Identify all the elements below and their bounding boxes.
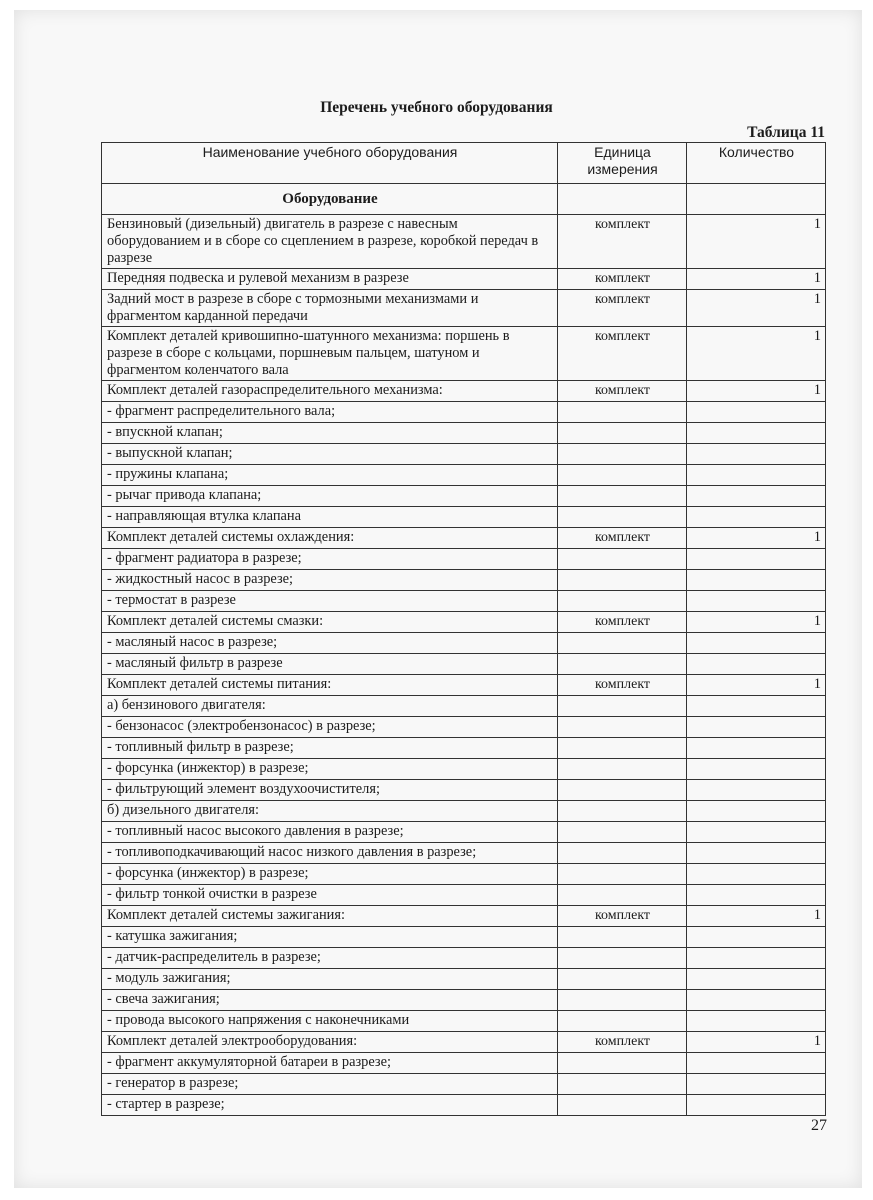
item-qty-cell bbox=[687, 465, 826, 486]
item-qty-cell bbox=[687, 990, 826, 1011]
header-qty: Количество bbox=[687, 143, 826, 184]
table-row bbox=[102, 927, 826, 948]
table-row bbox=[102, 549, 826, 570]
item-name-cell: Передняя подвеска и рулевой механизм в разрезе bbox=[102, 269, 558, 290]
item-unit-cell bbox=[558, 759, 687, 780]
item-unit-cell: комплект bbox=[558, 290, 687, 327]
item-name-cell: Бензиновый (дизельный) двигатель в разрезе с навесным оборудованием и в сборе со сцеплением в разрезе, коробкой передач в разрезе bbox=[102, 215, 558, 269]
table-row bbox=[102, 1053, 826, 1074]
table-row bbox=[102, 822, 826, 843]
item-qty-cell bbox=[687, 570, 826, 591]
item-qty-cell bbox=[687, 444, 826, 465]
item-name-cell: - свеча зажигания; bbox=[102, 990, 558, 1011]
item-name-cell: Комплект деталей системы охлаждения: bbox=[102, 528, 558, 549]
table-row bbox=[102, 423, 826, 444]
table-row bbox=[102, 843, 826, 864]
item-qty-cell bbox=[687, 1011, 826, 1032]
item-name-cell: - модуль зажигания; bbox=[102, 969, 558, 990]
table-row bbox=[102, 696, 826, 717]
item-name-cell: - масляный фильтр в разрезе bbox=[102, 654, 558, 675]
table-row bbox=[102, 990, 826, 1011]
item-unit-cell bbox=[558, 423, 687, 444]
item-unit-cell bbox=[558, 969, 687, 990]
page-number: 27 bbox=[811, 1117, 827, 1134]
section-qty-cell bbox=[687, 184, 826, 215]
table-row bbox=[102, 570, 826, 591]
item-qty-cell bbox=[687, 1095, 826, 1116]
item-unit-cell bbox=[558, 444, 687, 465]
item-qty-cell bbox=[687, 591, 826, 612]
section-row bbox=[102, 184, 826, 215]
item-qty-cell: 1 bbox=[687, 327, 826, 381]
item-qty-cell bbox=[687, 633, 826, 654]
item-qty-cell: 1 bbox=[687, 528, 826, 549]
item-name-cell: - стартер в разрезе; bbox=[102, 1095, 558, 1116]
item-unit-cell bbox=[558, 1074, 687, 1095]
item-name-cell: - рычаг привода клапана; bbox=[102, 486, 558, 507]
item-name-cell: - фрагмент распределительного вала; bbox=[102, 402, 558, 423]
item-qty-cell: 1 bbox=[687, 215, 826, 269]
table-row bbox=[102, 612, 826, 633]
item-name-cell: Комплект деталей газораспределительного механизма: bbox=[102, 381, 558, 402]
item-name-cell: - форсунка (инжектор) в разрезе; bbox=[102, 864, 558, 885]
item-unit-cell bbox=[558, 1053, 687, 1074]
table-row bbox=[102, 269, 826, 290]
item-qty-cell bbox=[687, 1074, 826, 1095]
table-row bbox=[102, 906, 826, 927]
item-unit-cell bbox=[558, 486, 687, 507]
item-qty-cell bbox=[687, 885, 826, 906]
item-unit-cell: комплект bbox=[558, 612, 687, 633]
table-label: Таблица 11 bbox=[747, 124, 825, 141]
item-name-cell: - фильтрующий элемент воздухоочистителя; bbox=[102, 780, 558, 801]
item-unit-cell bbox=[558, 780, 687, 801]
item-name-cell: - впускной клапан; bbox=[102, 423, 558, 444]
table-row bbox=[102, 402, 826, 423]
table-row bbox=[102, 969, 826, 990]
item-unit-cell: комплект bbox=[558, 1032, 687, 1053]
item-qty-cell bbox=[687, 402, 826, 423]
item-name-cell: б) дизельного двигателя: bbox=[102, 801, 558, 822]
item-unit-cell bbox=[558, 1095, 687, 1116]
table-row bbox=[102, 948, 826, 969]
item-unit-cell: комплект bbox=[558, 327, 687, 381]
item-unit-cell bbox=[558, 822, 687, 843]
section-unit-cell bbox=[558, 184, 687, 215]
item-name-cell: - направляющая втулка клапана bbox=[102, 507, 558, 528]
table-row bbox=[102, 654, 826, 675]
table-row bbox=[102, 1095, 826, 1116]
item-name-cell: - термостат в разрезе bbox=[102, 591, 558, 612]
item-unit-cell bbox=[558, 717, 687, 738]
table-row bbox=[102, 717, 826, 738]
item-name-cell: - датчик-распределитель в разрезе; bbox=[102, 948, 558, 969]
item-qty-cell bbox=[687, 423, 826, 444]
section-title: Оборудование bbox=[102, 184, 558, 215]
item-unit-cell bbox=[558, 927, 687, 948]
table-row bbox=[102, 591, 826, 612]
table-row bbox=[102, 1032, 826, 1053]
item-qty-cell bbox=[687, 948, 826, 969]
table-row bbox=[102, 633, 826, 654]
table-row bbox=[102, 1011, 826, 1032]
table-row bbox=[102, 444, 826, 465]
table-row bbox=[102, 1074, 826, 1095]
item-name-cell: - катушка зажигания; bbox=[102, 927, 558, 948]
item-unit-cell bbox=[558, 570, 687, 591]
item-name-cell: - масляный насос в разрезе; bbox=[102, 633, 558, 654]
header-name: Наименование учебного оборудования bbox=[102, 143, 558, 184]
item-unit-cell bbox=[558, 465, 687, 486]
item-qty-cell bbox=[687, 696, 826, 717]
item-qty-cell bbox=[687, 843, 826, 864]
item-unit-cell bbox=[558, 1011, 687, 1032]
item-name-cell: Комплект деталей кривошипно-шатунного механизма: поршень в разрезе в сборе с кольцами, поршневым пальцем, шатуном и фрагментом коленчатого вала bbox=[102, 327, 558, 381]
item-qty-cell bbox=[687, 549, 826, 570]
item-name-cell: - фрагмент радиатора в разрезе; bbox=[102, 549, 558, 570]
item-unit-cell: комплект bbox=[558, 269, 687, 290]
item-qty-cell bbox=[687, 969, 826, 990]
item-name-cell: - пружины клапана; bbox=[102, 465, 558, 486]
item-name-cell: Комплект деталей системы смазки: bbox=[102, 612, 558, 633]
item-unit-cell: комплект bbox=[558, 381, 687, 402]
item-qty-cell bbox=[687, 927, 826, 948]
item-name-cell: Комплект деталей системы зажигания: bbox=[102, 906, 558, 927]
table-row bbox=[102, 381, 826, 402]
item-qty-cell bbox=[687, 717, 826, 738]
item-qty-cell bbox=[687, 864, 826, 885]
item-unit-cell bbox=[558, 696, 687, 717]
item-qty-cell bbox=[687, 822, 826, 843]
table-row bbox=[102, 486, 826, 507]
header-unit: Единица измерения bbox=[558, 143, 687, 184]
item-unit-cell bbox=[558, 633, 687, 654]
item-unit-cell: комплект bbox=[558, 215, 687, 269]
item-name-cell: Задний мост в разрезе в сборе с тормозными механизмами и фрагментом карданной передачи bbox=[102, 290, 558, 327]
table-row bbox=[102, 507, 826, 528]
item-unit-cell bbox=[558, 738, 687, 759]
item-unit-cell: комплект bbox=[558, 906, 687, 927]
item-qty-cell bbox=[687, 654, 826, 675]
item-unit-cell bbox=[558, 591, 687, 612]
item-name-cell: Комплект деталей системы питания: bbox=[102, 675, 558, 696]
item-name-cell: - форсунка (инжектор) в разрезе; bbox=[102, 759, 558, 780]
item-unit-cell: комплект bbox=[558, 528, 687, 549]
item-qty-cell: 1 bbox=[687, 381, 826, 402]
page-title: Перечень учебного оборудования bbox=[320, 99, 553, 116]
item-unit-cell bbox=[558, 990, 687, 1011]
item-unit-cell bbox=[558, 549, 687, 570]
item-name-cell: - фильтр тонкой очистки в разрезе bbox=[102, 885, 558, 906]
item-unit-cell bbox=[558, 885, 687, 906]
table-row bbox=[102, 885, 826, 906]
item-qty-cell bbox=[687, 486, 826, 507]
item-name-cell: - бензонасос (электробензонасос) в разрезе; bbox=[102, 717, 558, 738]
item-name-cell: - топливный насос высокого давления в разрезе; bbox=[102, 822, 558, 843]
item-name-cell: - выпускной клапан; bbox=[102, 444, 558, 465]
item-qty-cell bbox=[687, 780, 826, 801]
item-qty-cell: 1 bbox=[687, 1032, 826, 1053]
table-row bbox=[102, 759, 826, 780]
item-name-cell: - фрагмент аккумуляторной батареи в разрезе; bbox=[102, 1053, 558, 1074]
table-row bbox=[102, 675, 826, 696]
item-name-cell: - жидкостный насос в разрезе; bbox=[102, 570, 558, 591]
item-qty-cell bbox=[687, 801, 826, 822]
item-name-cell: - генератор в разрезе; bbox=[102, 1074, 558, 1095]
table-row bbox=[102, 465, 826, 486]
item-unit-cell bbox=[558, 402, 687, 423]
item-qty-cell: 1 bbox=[687, 906, 826, 927]
table-row bbox=[102, 738, 826, 759]
equipment-table bbox=[101, 142, 826, 1116]
item-unit-cell bbox=[558, 507, 687, 528]
item-unit-cell bbox=[558, 654, 687, 675]
item-name-cell: - топливоподкачивающий насос низкого давления в разрезе; bbox=[102, 843, 558, 864]
table-row bbox=[102, 801, 826, 822]
item-qty-cell bbox=[687, 1053, 826, 1074]
item-unit-cell bbox=[558, 948, 687, 969]
item-name-cell: - провода высокого напряжения с наконечниками bbox=[102, 1011, 558, 1032]
item-unit-cell: комплект bbox=[558, 675, 687, 696]
item-qty-cell: 1 bbox=[687, 675, 826, 696]
item-qty-cell: 1 bbox=[687, 290, 826, 327]
item-name-cell: - топливный фильтр в разрезе; bbox=[102, 738, 558, 759]
item-qty-cell bbox=[687, 738, 826, 759]
item-unit-cell bbox=[558, 801, 687, 822]
item-qty-cell: 1 bbox=[687, 612, 826, 633]
item-qty-cell bbox=[687, 507, 826, 528]
item-name-cell: Комплект деталей электрооборудования: bbox=[102, 1032, 558, 1053]
item-name-cell: а) бензинового двигателя: bbox=[102, 696, 558, 717]
table-row bbox=[102, 864, 826, 885]
table-row bbox=[102, 528, 826, 549]
item-qty-cell: 1 bbox=[687, 269, 826, 290]
table-header-row bbox=[102, 143, 826, 184]
table-row bbox=[102, 327, 826, 381]
table-row bbox=[102, 780, 826, 801]
table-row bbox=[102, 290, 826, 327]
item-unit-cell bbox=[558, 843, 687, 864]
table-row bbox=[102, 215, 826, 269]
item-unit-cell bbox=[558, 864, 687, 885]
item-qty-cell bbox=[687, 759, 826, 780]
